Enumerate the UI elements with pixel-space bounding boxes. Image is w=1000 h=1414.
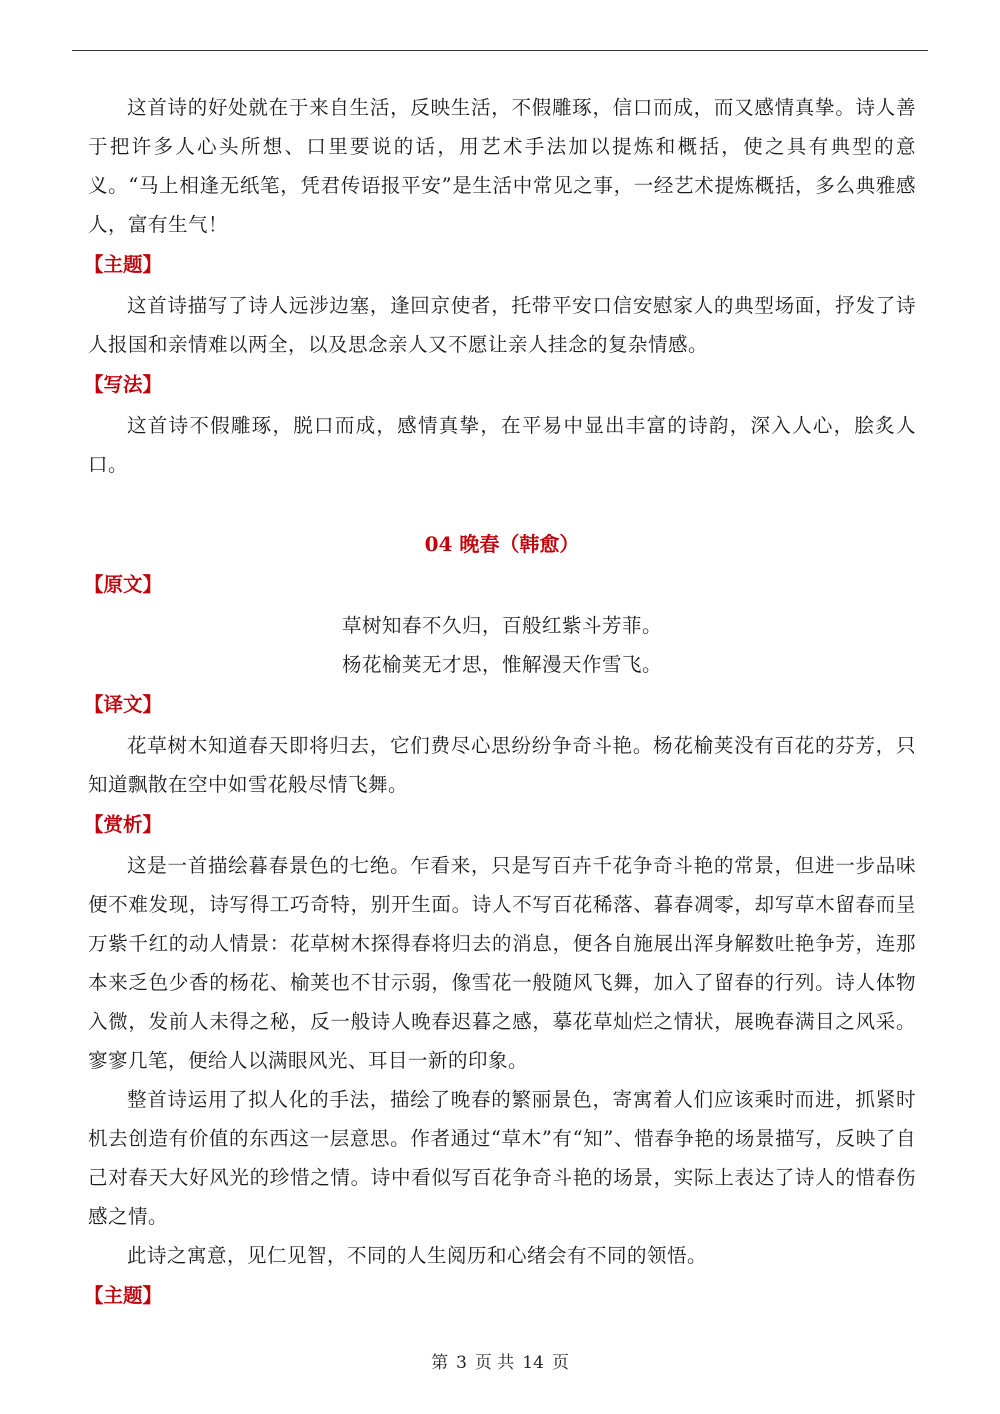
- page-content: [84, 88, 916, 1317]
- poem-line: 草树知春不久归，百般红紫斗芳菲。: [341, 614, 662, 637]
- appreciation-paragraph: 整首诗运用了拟人化的手法，描绘了晚春的繁丽景色，寄寓着人们应该乘时而进，抓紧时机去创造有价值的东西这一层意思。作者通过“草木”有“知”、惜春争艳的场景描写，反映了自己对春天大好风光的珍惜之情。诗中看似写百花争奇斗艳的场景，实际上表达了诗人的惜春伤感之情。: [88, 1088, 916, 1228]
- appreciation-paragraph: 这是一首描绘暮春景色的七绝。乍看来，只是写百卉千花争奇斗艳的常景，但进一步品味便不难发现，诗写得工巧奇特，别开生面。诗人不写百花稀落、暮春凋零，却写草木留春而呈万紫千红的动人情景：花草树木探得春将归去的消息，便各自施展出浑身解数吐艳争芳，连那本来乏色少香的杨花、榆荚也不甘示弱，像雪花一般随风飞舞，加入了留春的行列。诗人体物入微，发前人未得之秘，反一般诗人晚春迟暮之感，摹花草灿烂之情状，展晚春满目之风采。寥寥几笔，便给人以满眼风光、耳目一新的印象。: [88, 854, 916, 1072]
- appreciation-paragraph: 此诗之寓意，见仁见智，不同的人生阅历和心绪会有不同的领悟。: [127, 1244, 708, 1267]
- poem-title: 04 晚春（韩愈）: [424, 532, 580, 556]
- header-rule: [72, 50, 928, 51]
- section-label-theme: 【主题】: [84, 253, 163, 276]
- section-label-original: 【原文】: [84, 573, 163, 596]
- poem-text: [88, 606, 916, 684]
- section-label-translation: 【译文】: [84, 693, 163, 716]
- page-number: 3: [456, 1353, 467, 1373]
- poem-line: 杨花榆荚无才思，惟解漫天作雪飞。: [341, 653, 662, 676]
- section-label-theme: 【主题】: [84, 1284, 163, 1307]
- footer-prefix: 第: [431, 1353, 449, 1373]
- section-label-appreciation: 【赏析】: [84, 813, 163, 836]
- page-footer: [0, 1348, 1000, 1373]
- appreciation-paragraph: 这首诗的好处就在于来自生活，反映生活，不假雕琢，信口而成，而又感情真挚。诗人善于把许多人心头所想、口里要说的话，用艺术手法加以提炼和概括，使之具有典型的意义。“马上相逢无纸笔，凭君传语报平安”是生活中常见之事，一经艺术提炼概括，多么典雅感人，富有生气！: [88, 96, 916, 236]
- footer-suffix: 页: [551, 1353, 569, 1373]
- method-paragraph: 这首诗不假雕琢，脱口而成，感情真挚，在平易中显出丰富的诗韵，深入人心，脍炙人口。: [88, 414, 916, 476]
- translation-paragraph: 花草树木知道春天即将归去，它们费尽心思纷纷争奇斗艳。杨花榆荚没有百花的芬芳，只知道飘散在空中如雪花般尽情飞舞。: [88, 734, 916, 796]
- page-total: 14: [522, 1353, 544, 1373]
- theme-paragraph: 这首诗描写了诗人远涉边塞，逢回京使者，托带平安口信安慰家人的典型场面，抒发了诗人报国和亲情难以两全，以及思念亲人又不愿让亲人挂念的复杂情感。: [88, 294, 916, 356]
- footer-middle: 页 共: [474, 1353, 515, 1373]
- section-label-method: 【写法】: [84, 373, 163, 396]
